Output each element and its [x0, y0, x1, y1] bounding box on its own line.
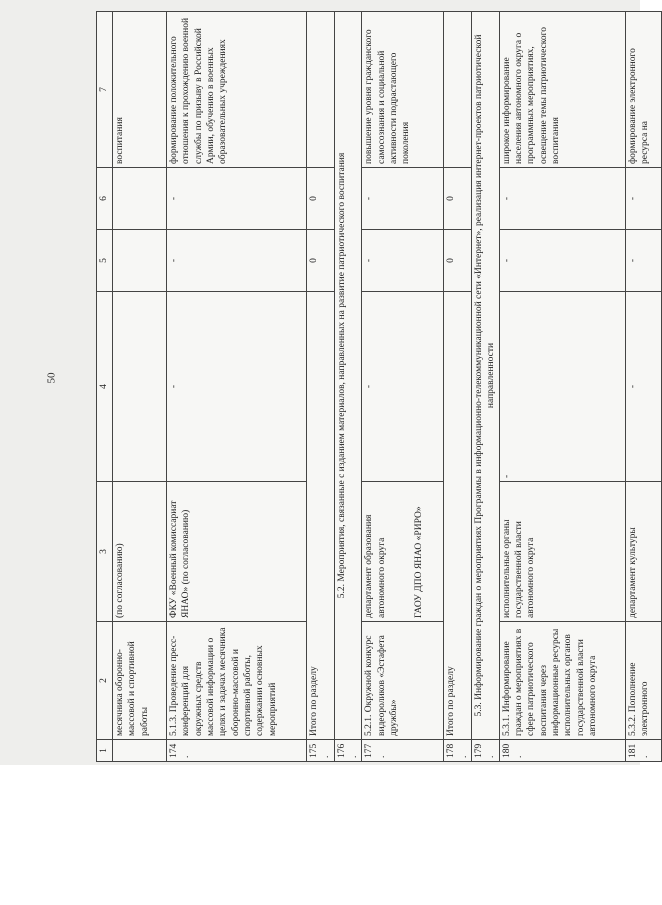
section-row [334, 12, 362, 762]
cell-col5: - [499, 230, 625, 292]
activity-cell: 5.2.1. Окружной конкурс видеороликов «Эстафета дружбы» [362, 622, 444, 740]
total-row [307, 12, 335, 762]
row-number: 178. [444, 740, 472, 762]
executor-cell: (по согласованию) [113, 482, 167, 622]
row-number: 176. [334, 740, 362, 762]
cell-col4: - [625, 292, 661, 482]
activity-cell: 5.1.3. Проведение пресс-конференций для окружных средств массовой информации о целях и задачах месячника оборонно-массовой и спортивной работы, содержании основных мероприятий [167, 622, 307, 740]
cell-col5: - [167, 230, 307, 292]
total-col6: 0 [444, 168, 472, 230]
activity-cell: 5.3.2. Пополнение электронного [625, 622, 661, 740]
cell-col6: - [625, 168, 661, 230]
result-cell: широкое информирование населения автономного округа о программных мероприятиях, освещение темы патриотического воспитания [499, 12, 625, 168]
section-title: 5.2. Мероприятия, связанные с изданием материалов, направленных на развитие патриотического воспитания [334, 12, 362, 740]
row-number: 180. [499, 740, 625, 762]
table-row [113, 12, 167, 762]
cell-col5: - [625, 230, 661, 292]
header-cell: 3 [97, 482, 113, 622]
row-number: 181. [625, 740, 661, 762]
result-cell: повышение уровня гражданского самосознания и социальной активности подрастающего поколения [362, 12, 444, 168]
total-empty [444, 12, 472, 168]
header-cell: 6 [97, 168, 113, 230]
row-number: 175. [307, 740, 335, 762]
row-number [113, 740, 167, 762]
cell-col6: - [499, 168, 625, 230]
table-row [167, 12, 307, 762]
cell-col5: - [362, 230, 444, 292]
total-empty [307, 12, 335, 168]
total-label: Итого по разделу [307, 292, 335, 740]
executor-cell: ФКУ «Военный комиссариат ЯНАО» (по согласованию) [167, 482, 307, 622]
row-number: 177. [362, 740, 444, 762]
total-row [444, 12, 472, 762]
row-number: 174. [167, 740, 307, 762]
activity-cell: 5.3.1. Информирование граждан о мероприятиях в сфере патриотического воспитания через информационные ресурсы исполнительных органов государственной власти автономного округа [499, 622, 625, 740]
executor-cell: департамент культуры [625, 482, 661, 622]
header-cell: 2 [97, 622, 113, 740]
section-row [472, 12, 500, 762]
result-cell: формирование электронного ресурса на [625, 12, 661, 168]
header-cell: 7 [97, 12, 113, 168]
program-activities-table [96, 11, 662, 762]
result-cell: воспитания [113, 12, 167, 168]
table-row [499, 12, 625, 762]
result-cell: формирование положительного отношения к прохождению военной службы по призыву в Российской Армии, обучению в военных образовательных учреждениях [167, 12, 307, 168]
rotated-table-container [96, 12, 651, 762]
cell-col4 [113, 292, 167, 482]
cell-col6: - [167, 168, 307, 230]
header-cell: 4 [97, 292, 113, 482]
activity-cell: месячника оборонно-массовой и спортивной работы [113, 622, 167, 740]
executor-cell: исполнительные органы государственной власти автономного округа [499, 482, 625, 622]
table-row [625, 12, 661, 762]
cell-col6 [113, 168, 167, 230]
page-number: 50 [45, 372, 58, 384]
cell-col5 [113, 230, 167, 292]
header-cell: 5 [97, 230, 113, 292]
total-col5: 0 [307, 230, 335, 292]
total-label: Итого по разделу [444, 292, 472, 740]
header-cell: 1 [97, 740, 113, 762]
cell-col4: - [499, 292, 625, 482]
total-col6: 0 [307, 168, 335, 230]
cell-col4: - [362, 292, 444, 482]
row-number: 179. [472, 740, 500, 762]
total-col5: 0 [444, 230, 472, 292]
section-title: 5.3. Информирование граждан о мероприятиях Программы в информационно-телекоммуникационной сети «Интернет», реализация интернет-проектов патриотической направленности [472, 12, 500, 740]
table-header-row [97, 12, 113, 762]
table-row [362, 12, 444, 762]
executor-cell: департамент образования автономного округа ГАОУ ДПО ЯНАО «РИРО» [362, 482, 444, 622]
cell-col4: - [167, 292, 307, 482]
cell-col6: - [362, 168, 444, 230]
